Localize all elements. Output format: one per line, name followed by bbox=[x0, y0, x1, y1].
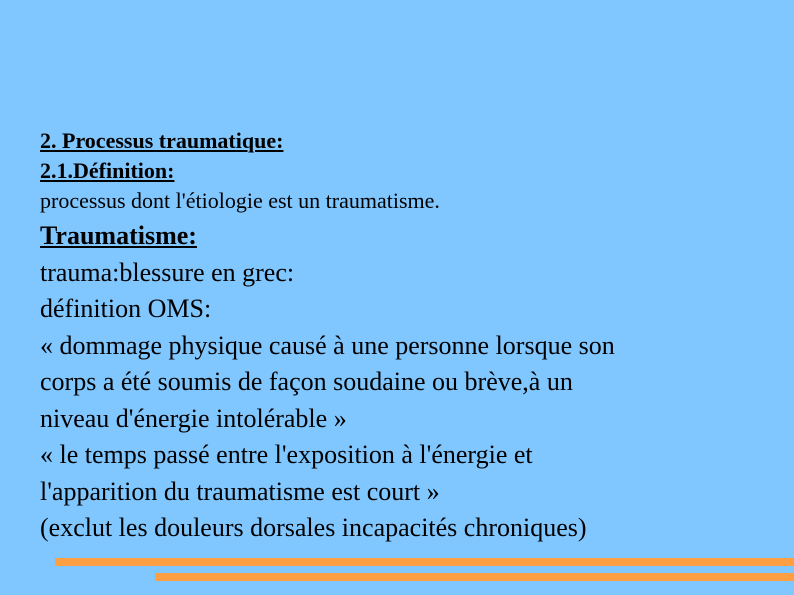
section-heading: 2. Processus traumatique: bbox=[40, 128, 284, 153]
term-heading: Traumatisme: bbox=[40, 221, 197, 250]
subsection-heading: 2.1.Définition: bbox=[40, 158, 175, 183]
body-line: trauma:blessure en grec: bbox=[40, 257, 295, 287]
body-line: (exclut les douleurs dorsales incapacités chroniques) bbox=[40, 513, 587, 542]
slide-content bbox=[40, 126, 780, 547]
definition-text: processus dont l'étiologie est un traumatisme. bbox=[40, 188, 440, 213]
body-line: corps a été soumis de façon soudaine ou brève,à un bbox=[40, 367, 573, 396]
body-line: « dommage physique causé à une personne lorsque son bbox=[40, 330, 615, 360]
body-line: l'apparition du traumatisme est court » bbox=[40, 476, 440, 506]
accent-bar-top bbox=[55, 558, 794, 566]
accent-bar-bottom bbox=[155, 573, 794, 581]
body-line: niveau d'énergie intolérable » bbox=[40, 403, 347, 433]
body-line: « le temps passé entre l'exposition à l'énergie et bbox=[40, 440, 533, 469]
body-line: définition OMS: bbox=[40, 294, 212, 323]
